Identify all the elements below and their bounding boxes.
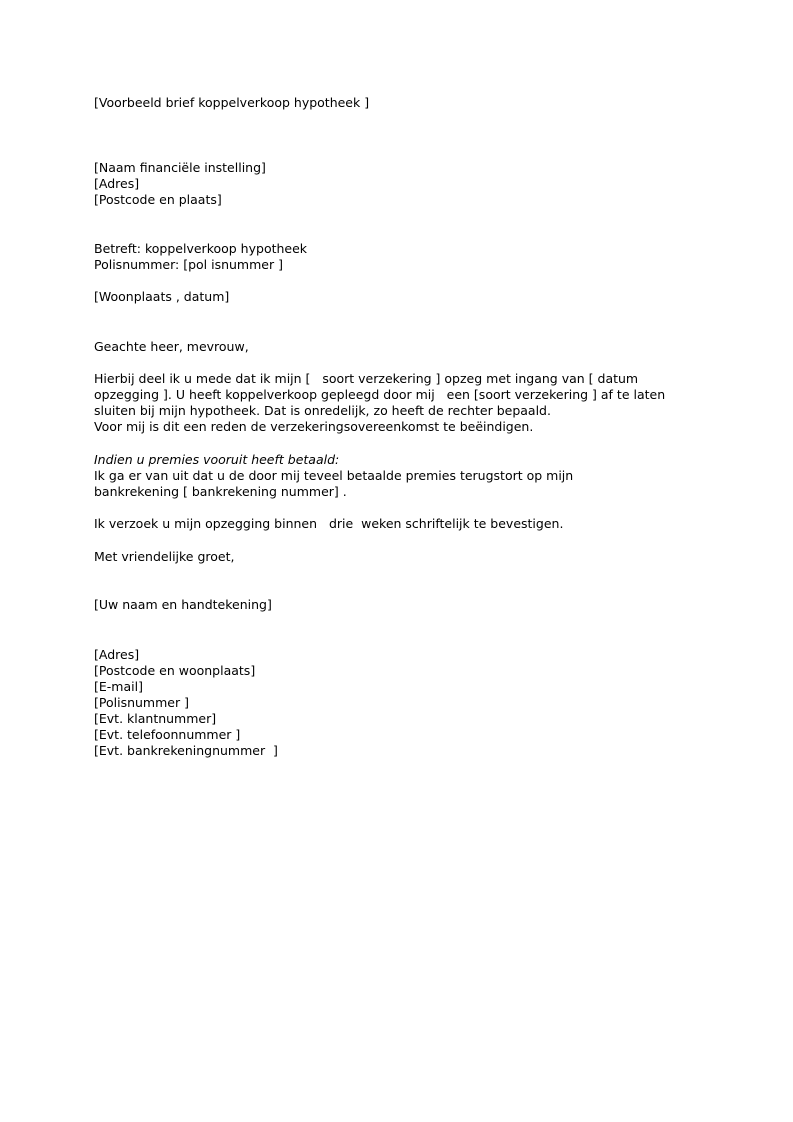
- sender-customer-number: [Evt. klantnummer]: [94, 711, 217, 726]
- signature-line: [Uw naam en handtekening]: [94, 597, 272, 612]
- recipient-postal-city: [Postcode en plaats]: [94, 192, 222, 207]
- sender-address: [Adres]: [94, 647, 140, 662]
- premium-line: bankrekening [ bankrekening nummer] .: [94, 484, 347, 499]
- subject-line: Betreft: koppelverkoop hypotheek: [94, 241, 308, 256]
- sender-postal-city: [Postcode en woonplaats]: [94, 663, 256, 678]
- body-line: Hierbij deel ik u mede dat ik mijn [ soort verzekering ] opzeg met ingang van [ datum: [94, 371, 639, 386]
- recipient-name: [Naam financiële instelling]: [94, 160, 266, 175]
- sender-phone-number: [Evt. telefoonnummer ]: [94, 727, 241, 742]
- closing-line: Met vriendelijke groet,: [94, 549, 235, 564]
- letter-heading: [Voorbeeld brief koppelverkoop hypotheek ]: [94, 95, 370, 110]
- recipient-address: [Adres]: [94, 176, 140, 191]
- body-line: sluiten bij mijn hypotheek. Dat is onredelijk, zo heeft de rechter bepaald.: [94, 403, 551, 418]
- sender-bank-account: [Evt. bankrekeningnummer ]: [94, 743, 278, 758]
- policy-number-line: Polisnummer: [pol isnummer ]: [94, 257, 283, 272]
- sender-email: [E-mail]: [94, 679, 143, 694]
- body-line: Voor mij is dit een reden de verzekeringsovereenkomst te beëindigen.: [94, 419, 534, 434]
- salutation: Geachte heer, mevrouw,: [94, 339, 249, 354]
- place-date-line: [Woonplaats , datum]: [94, 289, 230, 304]
- body-line: opzegging ]. U heeft koppelverkoop gepleegd door mij een [soort verzekering ] af te laten: [94, 387, 666, 402]
- premium-line: Ik ga er van uit dat u de door mij teveel betaalde premies terugstort op mijn: [94, 468, 574, 483]
- confirmation-line: Ik verzoek u mijn opzegging binnen drie weken schriftelijk te bevestigen.: [94, 516, 564, 531]
- sender-policy-number: [Polisnummer ]: [94, 695, 189, 710]
- premium-heading: Indien u premies vooruit heeft betaald:: [94, 452, 340, 467]
